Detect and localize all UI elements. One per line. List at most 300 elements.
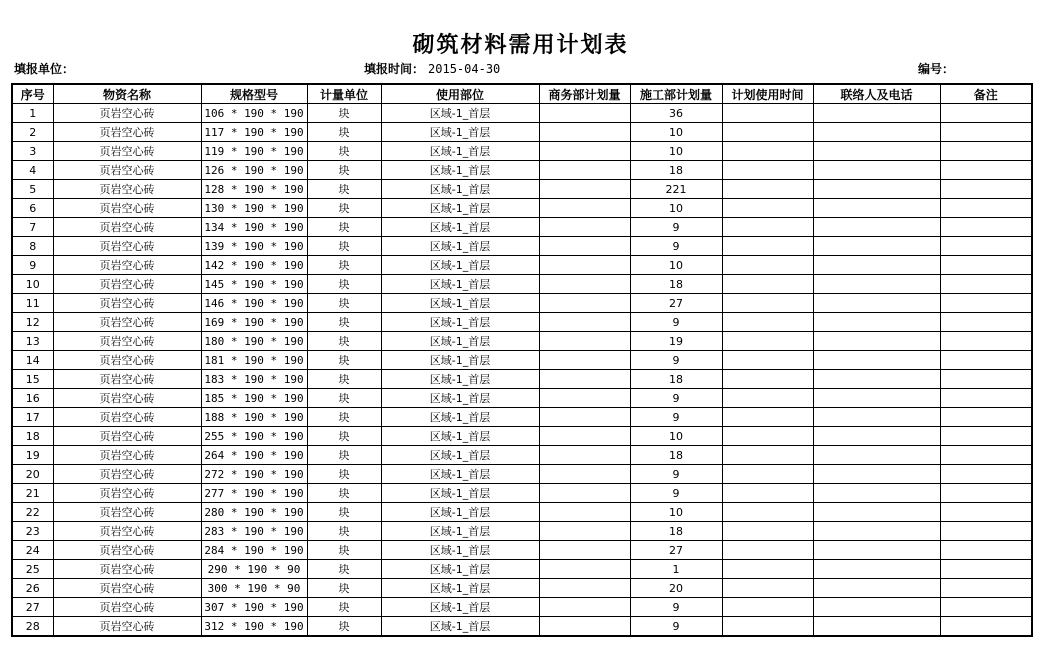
- table-row: [12, 579, 1032, 598]
- cell-unit: 块: [307, 427, 381, 446]
- table-row: [12, 180, 1032, 199]
- cell-unit: 块: [307, 237, 381, 256]
- table-row: [12, 161, 1032, 180]
- cell-location: 区域-1_首层: [381, 237, 539, 256]
- cell-construction-plan: 18: [630, 522, 722, 541]
- cell-unit: 块: [307, 560, 381, 579]
- cell-plan-time: [722, 522, 813, 541]
- table-row: [12, 560, 1032, 579]
- cell-index: 4: [12, 161, 53, 180]
- cell-business-plan: [539, 199, 630, 218]
- cell-contact: [813, 503, 940, 522]
- cell-material-name: 页岩空心砖: [53, 389, 201, 408]
- cell-specification: 169 * 190 * 190: [201, 313, 307, 332]
- cell-contact: [813, 598, 940, 617]
- cell-unit: 块: [307, 199, 381, 218]
- cell-location: 区域-1_首层: [381, 408, 539, 427]
- number-label: 编号：: [918, 62, 955, 76]
- cell-unit: 块: [307, 579, 381, 598]
- cell-remarks: [940, 161, 1032, 180]
- cell-specification: 128 * 190 * 190: [201, 180, 307, 199]
- cell-index: 14: [12, 351, 53, 370]
- cell-index: 2: [12, 123, 53, 142]
- cell-specification: 126 * 190 * 190: [201, 161, 307, 180]
- cell-material-name: 页岩空心砖: [53, 484, 201, 503]
- cell-construction-plan: 9: [630, 237, 722, 256]
- cell-material-name: 页岩空心砖: [53, 218, 201, 237]
- cell-contact: [813, 522, 940, 541]
- cell-construction-plan: 36: [630, 104, 722, 123]
- cell-business-plan: [539, 427, 630, 446]
- cell-specification: 185 * 190 * 190: [201, 389, 307, 408]
- cell-contact: [813, 408, 940, 427]
- cell-index: 15: [12, 370, 53, 389]
- cell-construction-plan: 9: [630, 218, 722, 237]
- cell-construction-plan: 18: [630, 446, 722, 465]
- table-row: [12, 617, 1032, 637]
- cell-material-name: 页岩空心砖: [53, 237, 201, 256]
- cell-plan-time: [722, 218, 813, 237]
- cell-material-name: 页岩空心砖: [53, 180, 201, 199]
- cell-specification: 277 * 190 * 190: [201, 484, 307, 503]
- table-row: [12, 199, 1032, 218]
- cell-location: 区域-1_首层: [381, 541, 539, 560]
- cell-construction-plan: 10: [630, 199, 722, 218]
- cell-contact: [813, 484, 940, 503]
- cell-location: 区域-1_首层: [381, 503, 539, 522]
- table-row: [12, 427, 1032, 446]
- table-row: [12, 142, 1032, 161]
- cell-contact: [813, 389, 940, 408]
- cell-remarks: [940, 465, 1032, 484]
- cell-business-plan: [539, 408, 630, 427]
- cell-unit: 块: [307, 370, 381, 389]
- cell-unit: 块: [307, 104, 381, 123]
- cell-index: 11: [12, 294, 53, 313]
- table-row: [12, 218, 1032, 237]
- cell-index: 1: [12, 104, 53, 123]
- cell-contact: [813, 237, 940, 256]
- cell-plan-time: [722, 598, 813, 617]
- cell-construction-plan: 18: [630, 161, 722, 180]
- cell-location: 区域-1_首层: [381, 351, 539, 370]
- cell-material-name: 页岩空心砖: [53, 104, 201, 123]
- date-value: 2015-04-30: [428, 62, 501, 76]
- cell-contact: [813, 180, 940, 199]
- cell-unit: 块: [307, 465, 381, 484]
- cell-specification: 142 * 190 * 190: [201, 256, 307, 275]
- cell-specification: 106 * 190 * 190: [201, 104, 307, 123]
- cell-business-plan: [539, 142, 630, 161]
- header-material-name: 物资名称: [53, 84, 201, 104]
- cell-construction-plan: 19: [630, 332, 722, 351]
- cell-unit: 块: [307, 503, 381, 522]
- cell-construction-plan: 9: [630, 389, 722, 408]
- cell-unit: 块: [307, 218, 381, 237]
- cell-plan-time: [722, 408, 813, 427]
- cell-construction-plan: 27: [630, 294, 722, 313]
- cell-unit: 块: [307, 484, 381, 503]
- cell-contact: [813, 541, 940, 560]
- cell-specification: 119 * 190 * 190: [201, 142, 307, 161]
- cell-remarks: [940, 370, 1032, 389]
- cell-specification: 146 * 190 * 190: [201, 294, 307, 313]
- cell-location: 区域-1_首层: [381, 370, 539, 389]
- cell-remarks: [940, 560, 1032, 579]
- cell-remarks: [940, 617, 1032, 637]
- cell-material-name: 页岩空心砖: [53, 294, 201, 313]
- cell-specification: 183 * 190 * 190: [201, 370, 307, 389]
- cell-business-plan: [539, 503, 630, 522]
- table-body: [12, 104, 1032, 637]
- cell-index: 27: [12, 598, 53, 617]
- cell-remarks: [940, 180, 1032, 199]
- cell-specification: 264 * 190 * 190: [201, 446, 307, 465]
- table-row: [12, 294, 1032, 313]
- cell-material-name: 页岩空心砖: [53, 541, 201, 560]
- cell-unit: 块: [307, 123, 381, 142]
- cell-location: 区域-1_首层: [381, 427, 539, 446]
- cell-construction-plan: 10: [630, 123, 722, 142]
- cell-material-name: 页岩空心砖: [53, 560, 201, 579]
- table-row: [12, 275, 1032, 294]
- cell-specification: 300 * 190 * 90: [201, 579, 307, 598]
- cell-remarks: [940, 446, 1032, 465]
- unit-label: 填报单位：: [14, 62, 75, 76]
- header-unit: 计量单位: [307, 84, 381, 104]
- cell-material-name: 页岩空心砖: [53, 598, 201, 617]
- material-plan-table: [11, 83, 1033, 637]
- cell-plan-time: [722, 484, 813, 503]
- cell-location: 区域-1_首层: [381, 484, 539, 503]
- cell-location: 区域-1_首层: [381, 446, 539, 465]
- cell-index: 7: [12, 218, 53, 237]
- cell-material-name: 页岩空心砖: [53, 332, 201, 351]
- cell-business-plan: [539, 370, 630, 389]
- cell-index: 22: [12, 503, 53, 522]
- cell-construction-plan: 9: [630, 617, 722, 637]
- cell-plan-time: [722, 104, 813, 123]
- cell-business-plan: [539, 180, 630, 199]
- table-row: [12, 446, 1032, 465]
- table-row: [12, 503, 1032, 522]
- page-title: 砌筑材料需用计划表: [412, 33, 629, 58]
- cell-index: 28: [12, 617, 53, 637]
- cell-business-plan: [539, 560, 630, 579]
- cell-plan-time: [722, 503, 813, 522]
- table-row: [12, 256, 1032, 275]
- table-row: [12, 465, 1032, 484]
- cell-construction-plan: 10: [630, 427, 722, 446]
- cell-specification: 272 * 190 * 190: [201, 465, 307, 484]
- cell-remarks: [940, 294, 1032, 313]
- cell-plan-time: [722, 560, 813, 579]
- cell-contact: [813, 199, 940, 218]
- cell-construction-plan: 18: [630, 275, 722, 294]
- cell-contact: [813, 427, 940, 446]
- cell-contact: [813, 123, 940, 142]
- table-row: [12, 332, 1032, 351]
- cell-location: 区域-1_首层: [381, 161, 539, 180]
- cell-business-plan: [539, 123, 630, 142]
- cell-unit: 块: [307, 446, 381, 465]
- cell-location: 区域-1_首层: [381, 332, 539, 351]
- header-index: 序号: [12, 84, 53, 104]
- cell-index: 18: [12, 427, 53, 446]
- cell-index: 6: [12, 199, 53, 218]
- cell-remarks: [940, 541, 1032, 560]
- cell-business-plan: [539, 332, 630, 351]
- cell-remarks: [940, 503, 1032, 522]
- cell-business-plan: [539, 218, 630, 237]
- header-construction-plan: 施工部计划量: [630, 84, 722, 104]
- cell-location: 区域-1_首层: [381, 389, 539, 408]
- cell-business-plan: [539, 389, 630, 408]
- table-header-row: [12, 84, 1032, 104]
- cell-index: 9: [12, 256, 53, 275]
- cell-remarks: [940, 579, 1032, 598]
- cell-plan-time: [722, 256, 813, 275]
- cell-contact: [813, 560, 940, 579]
- cell-business-plan: [539, 351, 630, 370]
- cell-plan-time: [722, 161, 813, 180]
- cell-unit: 块: [307, 275, 381, 294]
- unit-field: [14, 60, 78, 77]
- cell-specification: 280 * 190 * 190: [201, 503, 307, 522]
- cell-material-name: 页岩空心砖: [53, 199, 201, 218]
- cell-material-name: 页岩空心砖: [53, 275, 201, 294]
- cell-index: 13: [12, 332, 53, 351]
- cell-material-name: 页岩空心砖: [53, 370, 201, 389]
- cell-business-plan: [539, 617, 630, 637]
- cell-construction-plan: 10: [630, 503, 722, 522]
- cell-remarks: [940, 275, 1032, 294]
- cell-remarks: [940, 199, 1032, 218]
- cell-specification: 117 * 190 * 190: [201, 123, 307, 142]
- cell-plan-time: [722, 389, 813, 408]
- cell-material-name: 页岩空心砖: [53, 256, 201, 275]
- cell-contact: [813, 617, 940, 637]
- cell-remarks: [940, 427, 1032, 446]
- cell-plan-time: [722, 351, 813, 370]
- cell-specification: 283 * 190 * 190: [201, 522, 307, 541]
- cell-remarks: [940, 256, 1032, 275]
- cell-unit: 块: [307, 256, 381, 275]
- cell-location: 区域-1_首层: [381, 465, 539, 484]
- cell-unit: 块: [307, 332, 381, 351]
- cell-remarks: [940, 104, 1032, 123]
- cell-unit: 块: [307, 522, 381, 541]
- cell-plan-time: [722, 332, 813, 351]
- cell-construction-plan: 9: [630, 313, 722, 332]
- header-remarks: 备注: [940, 84, 1032, 104]
- cell-plan-time: [722, 427, 813, 446]
- cell-business-plan: [539, 579, 630, 598]
- cell-index: 21: [12, 484, 53, 503]
- cell-index: 20: [12, 465, 53, 484]
- cell-plan-time: [722, 294, 813, 313]
- cell-plan-time: [722, 313, 813, 332]
- cell-specification: 181 * 190 * 190: [201, 351, 307, 370]
- cell-plan-time: [722, 199, 813, 218]
- cell-plan-time: [722, 123, 813, 142]
- cell-location: 区域-1_首层: [381, 275, 539, 294]
- cell-index: 17: [12, 408, 53, 427]
- cell-business-plan: [539, 598, 630, 617]
- cell-plan-time: [722, 275, 813, 294]
- cell-construction-plan: 10: [630, 256, 722, 275]
- number-field: [918, 60, 958, 77]
- cell-specification: 284 * 190 * 190: [201, 541, 307, 560]
- cell-remarks: [940, 351, 1032, 370]
- cell-location: 区域-1_首层: [381, 123, 539, 142]
- cell-business-plan: [539, 522, 630, 541]
- cell-index: 5: [12, 180, 53, 199]
- cell-remarks: [940, 408, 1032, 427]
- cell-remarks: [940, 123, 1032, 142]
- cell-material-name: 页岩空心砖: [53, 161, 201, 180]
- cell-remarks: [940, 598, 1032, 617]
- cell-unit: 块: [307, 351, 381, 370]
- table-row: [12, 522, 1032, 541]
- cell-plan-time: [722, 579, 813, 598]
- cell-material-name: 页岩空心砖: [53, 427, 201, 446]
- cell-construction-plan: 10: [630, 142, 722, 161]
- cell-contact: [813, 370, 940, 389]
- cell-unit: 块: [307, 180, 381, 199]
- table-row: [12, 370, 1032, 389]
- cell-construction-plan: 9: [630, 484, 722, 503]
- table-row: [12, 484, 1032, 503]
- cell-remarks: [940, 332, 1032, 351]
- cell-location: 区域-1_首层: [381, 142, 539, 161]
- cell-plan-time: [722, 180, 813, 199]
- cell-unit: 块: [307, 313, 381, 332]
- cell-plan-time: [722, 237, 813, 256]
- cell-index: 24: [12, 541, 53, 560]
- cell-location: 区域-1_首层: [381, 256, 539, 275]
- date-field: [364, 60, 500, 77]
- cell-location: 区域-1_首层: [381, 313, 539, 332]
- cell-contact: [813, 332, 940, 351]
- cell-unit: 块: [307, 142, 381, 161]
- cell-material-name: 页岩空心砖: [53, 579, 201, 598]
- table-row: [12, 104, 1032, 123]
- cell-location: 区域-1_首层: [381, 579, 539, 598]
- cell-contact: [813, 446, 940, 465]
- cell-contact: [813, 161, 940, 180]
- table-row: [12, 598, 1032, 617]
- cell-remarks: [940, 313, 1032, 332]
- cell-material-name: 页岩空心砖: [53, 617, 201, 637]
- cell-business-plan: [539, 446, 630, 465]
- cell-specification: 255 * 190 * 190: [201, 427, 307, 446]
- cell-index: 19: [12, 446, 53, 465]
- cell-construction-plan: 9: [630, 408, 722, 427]
- cell-location: 区域-1_首层: [381, 199, 539, 218]
- cell-material-name: 页岩空心砖: [53, 446, 201, 465]
- cell-construction-plan: 18: [630, 370, 722, 389]
- cell-business-plan: [539, 465, 630, 484]
- cell-plan-time: [722, 370, 813, 389]
- cell-contact: [813, 351, 940, 370]
- cell-specification: 312 * 190 * 190: [201, 617, 307, 637]
- cell-remarks: [940, 218, 1032, 237]
- cell-location: 区域-1_首层: [381, 598, 539, 617]
- cell-construction-plan: 221: [630, 180, 722, 199]
- cell-specification: 188 * 190 * 190: [201, 408, 307, 427]
- cell-plan-time: [722, 142, 813, 161]
- cell-index: 12: [12, 313, 53, 332]
- cell-material-name: 页岩空心砖: [53, 408, 201, 427]
- cell-material-name: 页岩空心砖: [53, 313, 201, 332]
- header-plan-time: 计划使用时间: [722, 84, 813, 104]
- cell-specification: 134 * 190 * 190: [201, 218, 307, 237]
- cell-remarks: [940, 142, 1032, 161]
- cell-index: 10: [12, 275, 53, 294]
- cell-business-plan: [539, 256, 630, 275]
- header-business-plan: 商务部计划量: [539, 84, 630, 104]
- cell-unit: 块: [307, 408, 381, 427]
- cell-plan-time: [722, 465, 813, 484]
- date-label: 填报时间：: [364, 62, 425, 76]
- cell-remarks: [940, 522, 1032, 541]
- cell-location: 区域-1_首层: [381, 180, 539, 199]
- cell-construction-plan: 9: [630, 351, 722, 370]
- cell-unit: 块: [307, 598, 381, 617]
- cell-construction-plan: 27: [630, 541, 722, 560]
- cell-specification: 307 * 190 * 190: [201, 598, 307, 617]
- cell-index: 8: [12, 237, 53, 256]
- cell-location: 区域-1_首层: [381, 522, 539, 541]
- cell-location: 区域-1_首层: [381, 617, 539, 637]
- cell-unit: 块: [307, 617, 381, 637]
- cell-material-name: 页岩空心砖: [53, 503, 201, 522]
- cell-specification: 290 * 190 * 90: [201, 560, 307, 579]
- cell-location: 区域-1_首层: [381, 218, 539, 237]
- cell-contact: [813, 275, 940, 294]
- cell-unit: 块: [307, 294, 381, 313]
- cell-plan-time: [722, 617, 813, 637]
- cell-contact: [813, 579, 940, 598]
- cell-contact: [813, 218, 940, 237]
- cell-business-plan: [539, 541, 630, 560]
- cell-business-plan: [539, 161, 630, 180]
- cell-specification: 139 * 190 * 190: [201, 237, 307, 256]
- cell-plan-time: [722, 446, 813, 465]
- cell-index: 23: [12, 522, 53, 541]
- cell-index: 26: [12, 579, 53, 598]
- cell-business-plan: [539, 275, 630, 294]
- cell-unit: 块: [307, 541, 381, 560]
- cell-construction-plan: 20: [630, 579, 722, 598]
- cell-unit: 块: [307, 161, 381, 180]
- cell-material-name: 页岩空心砖: [53, 465, 201, 484]
- cell-specification: 180 * 190 * 190: [201, 332, 307, 351]
- cell-remarks: [940, 389, 1032, 408]
- cell-contact: [813, 142, 940, 161]
- cell-location: 区域-1_首层: [381, 104, 539, 123]
- cell-construction-plan: 1: [630, 560, 722, 579]
- cell-business-plan: [539, 104, 630, 123]
- cell-material-name: 页岩空心砖: [53, 351, 201, 370]
- cell-plan-time: [722, 541, 813, 560]
- table-row: [12, 351, 1032, 370]
- cell-index: 3: [12, 142, 53, 161]
- cell-construction-plan: 9: [630, 465, 722, 484]
- cell-remarks: [940, 237, 1032, 256]
- cell-construction-plan: 9: [630, 598, 722, 617]
